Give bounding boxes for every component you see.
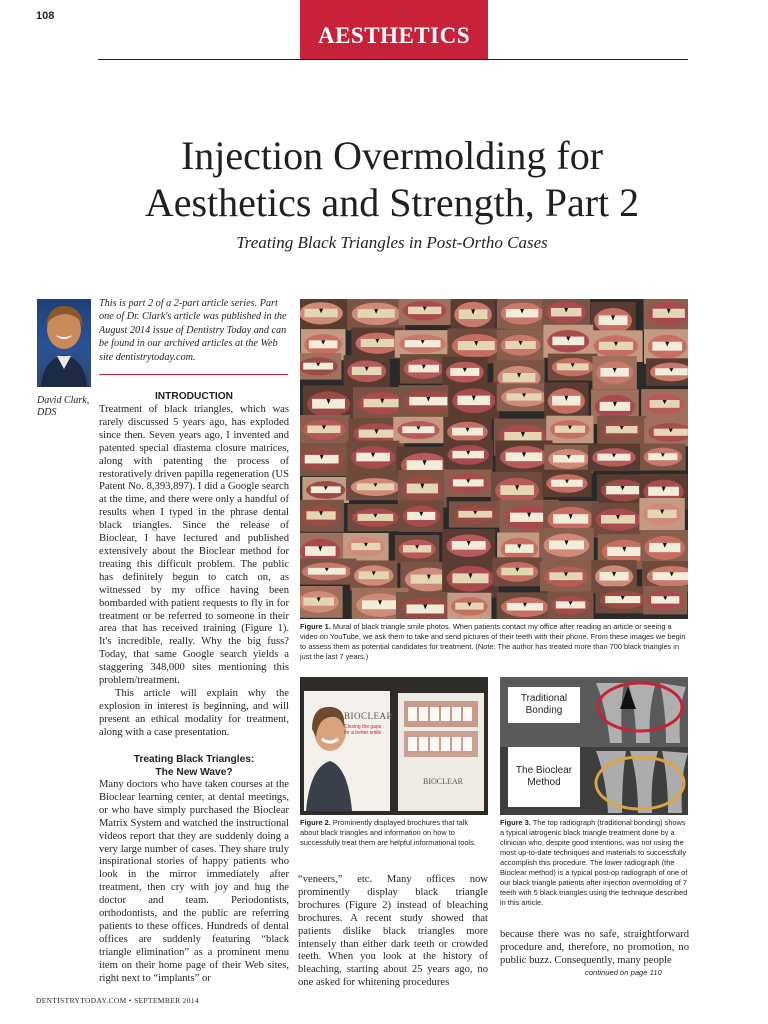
label-traditional-bonding: Traditional Bonding — [508, 687, 580, 723]
smile-photo — [350, 560, 397, 590]
figure-3-radiographs — [500, 677, 688, 815]
page-footer: DENTISTRYTODAY.COM • SEPTEMBER 2014 — [36, 996, 200, 1005]
introduction-heading: INTRODUCTION — [154, 391, 234, 402]
smile-photo — [543, 325, 593, 358]
smile-photo — [300, 299, 347, 330]
smile-photo — [592, 356, 636, 389]
smile-photo — [346, 474, 405, 500]
smile-photo — [542, 470, 591, 497]
smile-photo — [396, 592, 455, 619]
smile-photo — [497, 299, 548, 330]
smile-photo — [546, 416, 593, 444]
smile-photo — [595, 586, 650, 613]
article-subtitle: Treating Black Triangles in Post-Ortho Cases — [236, 233, 548, 252]
smile-photo — [393, 417, 443, 443]
smile-photo — [544, 445, 593, 474]
brochure-brand: BIOCLEAR — [344, 711, 393, 721]
continued-note: continued on page 110 — [585, 968, 662, 977]
smile-photo — [588, 444, 640, 471]
smile-photo — [451, 299, 496, 333]
column-2-body — [298, 874, 488, 990]
smile-photo — [348, 504, 404, 531]
author-name: David Clark, DDS — [37, 395, 90, 418]
smile-photo — [300, 586, 343, 618]
smile-photo — [643, 586, 687, 614]
smile-photo — [442, 529, 495, 562]
smile-photo — [640, 530, 688, 566]
smile-photo — [548, 354, 598, 381]
smile-photo — [640, 443, 686, 470]
smile-photo — [641, 389, 688, 419]
note-divider — [99, 374, 288, 375]
intro-paragraph-2: This article will explain why the explosion in interest is beginning, and will present an ethical modality for treatment, along with a case presentation. — [99, 687, 289, 738]
smile-photo — [395, 330, 451, 358]
smile-photo — [444, 469, 492, 496]
smile-mural-collage — [300, 299, 688, 619]
smile-photo — [300, 500, 344, 532]
figure-2-brochures — [300, 677, 488, 815]
smile-photo — [597, 416, 646, 444]
smile-photo — [495, 440, 552, 473]
smile-photo — [399, 299, 451, 325]
figure-1-smile-mural — [300, 299, 688, 619]
new-wave-heading: Treating Black Triangles: The New Wave? — [133, 754, 255, 778]
figure-2-caption: Figure 2. Prominently displayed brochures that talk about black triangles and information on how to successfully treat them are helpful informational tools. — [300, 818, 476, 847]
column-3-paragraph: because there was no safe, straightforward procedure and, therefore, no promotion, no public buzz. Consequently, many people — [500, 929, 689, 966]
smile-photo — [644, 419, 688, 447]
smile-photo — [347, 441, 399, 474]
introduction-body — [99, 404, 289, 740]
figure-2-label: Figure 2. — [300, 818, 331, 827]
new-wave-body — [99, 779, 289, 986]
smile-photo — [644, 299, 688, 331]
smile-photo — [448, 382, 499, 419]
author-portrait — [37, 299, 91, 387]
smile-photo — [300, 353, 342, 379]
figure-1-caption: Figure 1. Mural of black triangle smile photos. When patients contact my office after reading an article or seeing a video on YouTube, we ask them to take and send pictures of their teeth with their phone. From these images we begin to assess them as potential candidates for treatment. (Note: The author has treated more than 700 black triangles in just the last 7 years.) — [300, 622, 686, 661]
section-tab: AESTHETICS — [300, 0, 488, 59]
smile-photo — [646, 358, 688, 385]
column-3-body — [500, 929, 689, 968]
smile-photo — [497, 383, 552, 411]
title-line-1: Injection Overmolding for — [180, 133, 604, 178]
smile-photo — [399, 501, 443, 532]
smile-photo — [300, 559, 356, 585]
figure-1-label: Figure 1. — [300, 622, 331, 631]
smile-photo — [449, 501, 502, 527]
smile-photo — [347, 299, 405, 330]
smile-photo — [639, 498, 684, 530]
smile-photo — [544, 382, 588, 420]
smile-photo — [344, 355, 390, 387]
smile-photo — [400, 354, 448, 384]
smile-photo — [300, 443, 348, 476]
header-rule — [98, 59, 688, 60]
smile-photo — [395, 535, 439, 563]
smile-photo — [443, 440, 493, 469]
smile-photo — [542, 299, 590, 329]
title-line-2: Aesthetics and Strength, Part 2 — [144, 180, 640, 225]
label-bioclear-method: The Bioclear Method — [508, 747, 580, 807]
brochure-tagline: Closing the gaps for a better smile — [344, 724, 382, 736]
smile-photo — [300, 415, 350, 444]
smile-photo — [442, 560, 499, 598]
smile-photo — [540, 561, 592, 591]
smile-photo — [539, 528, 594, 562]
figure-3-label: Figure 3. — [500, 818, 531, 827]
article-title — [60, 132, 724, 226]
smile-photo — [547, 591, 593, 618]
brochure-brand-2: BIOCLEAR — [423, 777, 463, 786]
intro-paragraph-1: Treatment of black triangles, which was rarely discussed 5 years ago, has exploded since then. Seven years ago, I invented and patented special diastema closure matrices, along with patenting the process of restoratively driven papilla regeneration (US Patent No. 8,393,897). I did a Google search at the time, and there were only a handful of results when I typed in the phrase dental black triangles. Since the release of Bioclear, I have lectured and published extensively about the Bioclear method for treating this difficult problem. The public has definitely begun to catch on, as witnessed by my office having been bombarded with patient requests to fly in for treatment or be referred to someone in their area that has received training (Figure 1). It's incredible, really. Why the big fuss? Today, that same Google search yields a staggering 348,000 sites mentioning this problem/treatment. — [99, 404, 289, 687]
smile-photo — [302, 477, 349, 503]
smile-photo — [497, 330, 544, 361]
page-number: 108 — [36, 10, 55, 22]
series-note: This is part 2 of a 2-part article series. Part one of Dr. Clark's article was published in the August 2014 issue of Dentistry Today and can be found in our archived articles at the Web site dentistrytoday.com. — [99, 298, 287, 363]
figure-3-caption: Figure 3. The top radiograph (traditional bonding) shows a typical iatrogenic black triangle treatment done by a clinician who, despite good intentions, was not using the most up-to-date techniques and materials to successfully accomplish this procedure. The lower radiograph (the Bioclear method) is a typical post-op radiograph of one of our black triangle patients after injection overmolding of 7 teeth with 5 black triangles using the technique described in this article. — [500, 818, 688, 907]
smile-photo — [447, 593, 491, 619]
new-wave-paragraph: Many doctors who have taken courses at the Bioclear learning center, at dental meetings, or who have simply purchased the Bioclear Matrix System and watched the instructional videos report that they are suddenly doing a very large number of cases. They share truly inspirational stories of happy patients who look in the mirror immediately after treatment, then cry with joy and hug the doctor and team. Periodontists, orthodontists, and the public are referring patients to these offices. Hundreds of dental offices are suddenly featuring “black triangle elimination” as a prominent menu item on their home page of their Web sites, right next to “implants” or — [99, 779, 289, 984]
smile-photo — [591, 503, 644, 536]
smile-photo — [492, 557, 542, 586]
smile-photo — [497, 592, 554, 619]
smile-photo — [343, 533, 389, 561]
column-2-paragraph: “veneers,” etc. Many offices now prominently display black triangle brochures (Figure 2) instead of bleaching brochures. A recent study showed that patients dislike black triangles more intensely than either dark teeth or crowded teeth. When you look at the history of bleaching, starting about 25 years ago, no one asked for whitening procedures — [298, 874, 488, 989]
